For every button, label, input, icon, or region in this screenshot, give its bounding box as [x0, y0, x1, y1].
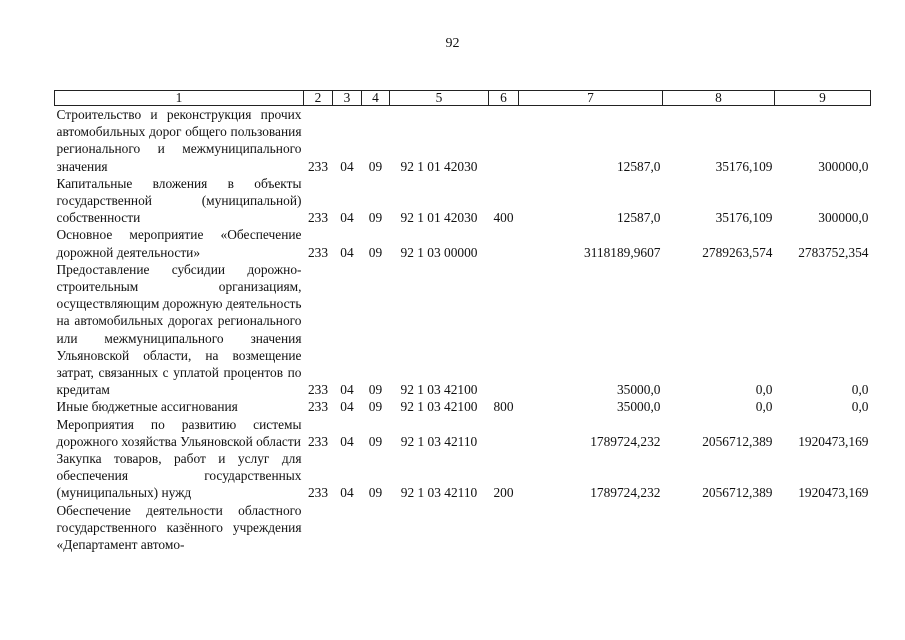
- table-row: [55, 416, 871, 450]
- cell-expense-type: [489, 261, 519, 399]
- cell-expense-type: [489, 502, 519, 554]
- cell-amount-8: 0,0: [755, 382, 773, 398]
- table-row: [55, 450, 871, 502]
- cell-amount-7: 12587,0: [616, 158, 661, 174]
- cell-admin-code: 233: [307, 399, 329, 415]
- cell-amount-8: [663, 502, 775, 554]
- cell-target-article: 92 1 01 42030: [400, 158, 478, 174]
- cell-amount-7: 3118189,9607: [584, 244, 661, 260]
- column-header-6: 6: [489, 91, 519, 106]
- table-row: [55, 398, 871, 415]
- cell-section: 04: [340, 210, 354, 226]
- cell-target-article: 92 1 03 42100: [400, 382, 478, 398]
- page-number: 92: [445, 36, 460, 51]
- cell-amount-8: 35176,109: [715, 158, 773, 174]
- cell-admin-code: 233: [307, 433, 329, 449]
- cell-admin-code: 233: [307, 158, 329, 174]
- row-description: Мероприятия по развитию системы дорожного хозяйства Ульяновской области: [56, 416, 302, 449]
- table-row: [55, 226, 871, 260]
- cell-amount-7: 1789724,232: [590, 433, 661, 449]
- cell-expense-type: [489, 106, 519, 175]
- column-header-4: 4: [362, 91, 390, 106]
- cell-target-article: 92 1 03 42110: [400, 485, 478, 501]
- row-description: Основное мероприятие «Обеспечение дорожной деятельности»: [56, 227, 302, 260]
- cell-subsection: 09: [368, 210, 383, 226]
- cell-subsection: [362, 502, 390, 554]
- cell-amount-8: 0,0: [755, 399, 773, 415]
- row-description: Предоставление субсидии дорожно-строительным организациям, осуществляющим дорожную деятельность на автомобильных дорогах регионального или межмуниципального значения Ульяновской области, на возмещение затрат, связанных с уплатой процентов по кредитам: [56, 261, 302, 398]
- cell-subsection: 09: [368, 433, 383, 449]
- cell-amount-9: 1920473,169: [798, 433, 869, 449]
- cell-expense-type: 400: [493, 210, 514, 226]
- cell-target-article: 92 1 03 42110: [400, 433, 478, 449]
- cell-amount-7: 35000,0: [616, 399, 661, 415]
- cell-subsection: 09: [368, 485, 383, 501]
- cell-amount-9: [775, 502, 871, 554]
- column-header-2: 2: [304, 91, 333, 106]
- cell-amount-8: 2789263,574: [702, 244, 773, 260]
- cell-section: [333, 502, 362, 554]
- column-header-3: 3: [333, 91, 362, 106]
- table-row: [55, 175, 871, 227]
- cell-amount-9: 0,0: [851, 399, 869, 415]
- column-header-5: 5: [390, 91, 489, 106]
- cell-target-article: 92 1 03 42100: [400, 399, 478, 415]
- cell-admin-code: [304, 502, 333, 554]
- cell-target-article: 92 1 03 00000: [400, 244, 478, 260]
- cell-expense-type: 800: [493, 399, 514, 415]
- cell-section: 04: [340, 399, 354, 415]
- cell-subsection: 09: [368, 399, 383, 415]
- cell-admin-code: 233: [307, 485, 329, 501]
- cell-amount-9: 0,0: [851, 382, 869, 398]
- table-row: [55, 502, 871, 554]
- cell-subsection: 09: [368, 382, 383, 398]
- cell-subsection: 09: [368, 244, 383, 260]
- cell-section: 04: [340, 158, 354, 174]
- budget-table: [54, 90, 871, 553]
- row-description: Закупка товаров, работ и услуг для обеспечения государственных (муниципальных) нужд: [56, 451, 302, 501]
- cell-amount-7: 1789724,232: [590, 485, 661, 501]
- cell-amount-7: 12587,0: [616, 210, 661, 226]
- table-row: [55, 106, 871, 175]
- cell-amount-9: 300000,0: [818, 158, 869, 174]
- cell-subsection: 09: [368, 158, 383, 174]
- cell-section: 04: [340, 433, 354, 449]
- row-description: Иные бюджетные ассигнования: [56, 399, 238, 415]
- cell-section: 04: [340, 244, 354, 260]
- cell-expense-type: [489, 226, 519, 260]
- cell-admin-code: 233: [307, 244, 329, 260]
- row-description: Строительство и реконструкция прочих автомобильных дорог общего пользования регионального и межмуниципального значения: [56, 107, 302, 174]
- column-header-1: 1: [55, 91, 304, 106]
- cell-expense-type: 200: [493, 485, 514, 501]
- cell-amount-7: [519, 502, 663, 554]
- cell-amount-8: 35176,109: [715, 210, 773, 226]
- cell-section: 04: [340, 382, 354, 398]
- cell-amount-8: 2056712,389: [702, 433, 773, 449]
- cell-section: 04: [340, 485, 354, 501]
- cell-target-article: [390, 502, 489, 554]
- column-header-8: 8: [663, 91, 775, 106]
- cell-expense-type: [489, 416, 519, 450]
- cell-admin-code: 233: [307, 210, 329, 226]
- cell-amount-9: 1920473,169: [798, 485, 869, 501]
- column-header-9: 9: [775, 91, 871, 106]
- cell-amount-9: 2783752,354: [798, 244, 869, 260]
- header-row: [55, 91, 871, 106]
- row-description: Капитальные вложения в объекты государственной (муниципальной) собственности: [56, 175, 302, 226]
- cell-amount-7: 35000,0: [616, 382, 661, 398]
- cell-admin-code: 233: [307, 382, 329, 398]
- table-row: [55, 261, 871, 399]
- cell-amount-9: 300000,0: [818, 210, 869, 226]
- column-header-7: 7: [519, 91, 663, 106]
- row-description: Обеспечение деятельности областного государственного казённого учреждения «Департамент автомо-: [56, 502, 302, 553]
- cell-target-article: 92 1 01 42030: [400, 210, 478, 226]
- cell-amount-8: 2056712,389: [702, 485, 773, 501]
